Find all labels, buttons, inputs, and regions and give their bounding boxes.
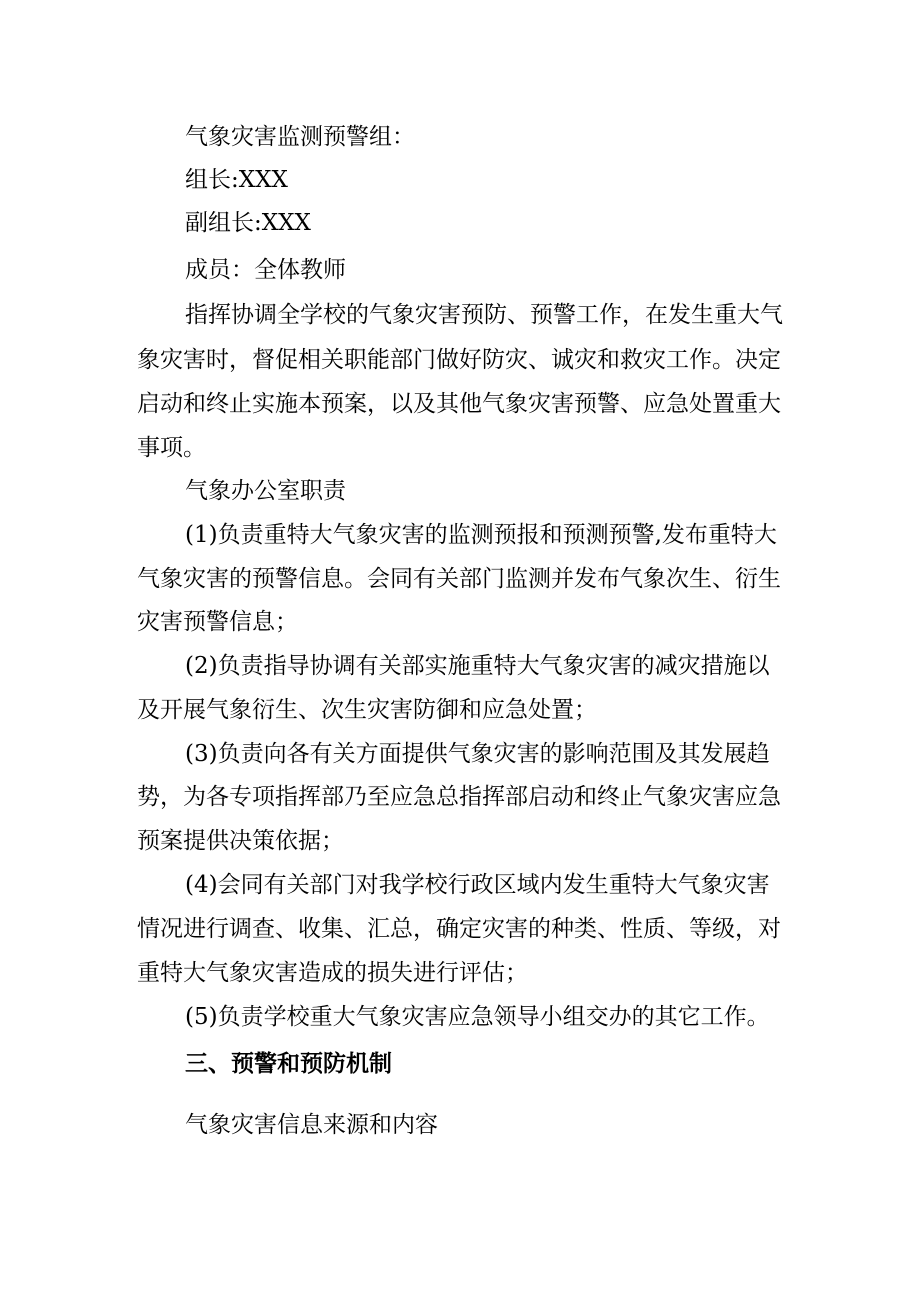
duty-item-4-line: (4)会同有关部门对我学校行政区域内发生重特大气象灾害 <box>185 872 770 898</box>
duty-item-1-line: 灾害预警信息； <box>137 609 298 635</box>
section-heading: 三、预警和预防机制 <box>185 1051 392 1077</box>
duty-item-1-line: 气象灾害的预警信息。会同有关部门监测并发布气象次生、衍生 <box>137 566 781 592</box>
duty-item-2-line: 及开展气象衍生、次生灾害防御和应急处置； <box>137 697 597 723</box>
duty-item-1-line: (1)负责重特大气象灾害的监测预报和预测预警,发布重特大 <box>185 522 777 548</box>
duty-paragraph-line: 启动和终止实施本预案，以及其他气象灾害预警、应急处置重大 <box>137 391 781 417</box>
group-leader: 组长:XXX <box>185 167 288 193</box>
duty-item-5-line: (5)负责学校重大气象灾害应急领导小组交办的其它工作。 <box>185 1004 770 1030</box>
duty-paragraph-line: 指挥协调全学校的气象灾害预防、预警工作，在发生重大气 <box>185 302 783 328</box>
duty-item-4-line: 重特大气象灾害造成的损失进行评估； <box>137 960 528 986</box>
duty-item-2-line: (2)负责指导协调有关部实施重特大气象灾害的减灾措施以 <box>185 653 770 679</box>
duty-item-3-line: 预案提供决策依据； <box>137 828 344 854</box>
group-title: 气象灾害监测预警组： <box>185 124 415 150</box>
duty-paragraph-line: 象灾害时，督促相关职能部门做好防灾、诚灾和救灾工作。决定 <box>137 347 781 373</box>
duty-item-4-line: 情况进行调查、收集、汇总，确定灾害的种类、性质、等级，对 <box>137 916 781 942</box>
members: 成员：全体教师 <box>185 257 346 283</box>
subsection-title: 气象灾害信息来源和内容 <box>185 1112 438 1138</box>
deputy-leader: 副组长:XXX <box>185 210 311 236</box>
duty-item-3-line: 势，为各专项指挥部乃至应急总指挥部启动和终止气象灾害应急 <box>137 784 781 810</box>
office-duties-heading: 气象办公室职责 <box>185 478 346 504</box>
duty-paragraph-line: 事项。 <box>137 435 206 461</box>
duty-item-3-line: (3)负责向各有关方面提供气象灾害的影响范围及其发展趋 <box>185 741 770 767</box>
